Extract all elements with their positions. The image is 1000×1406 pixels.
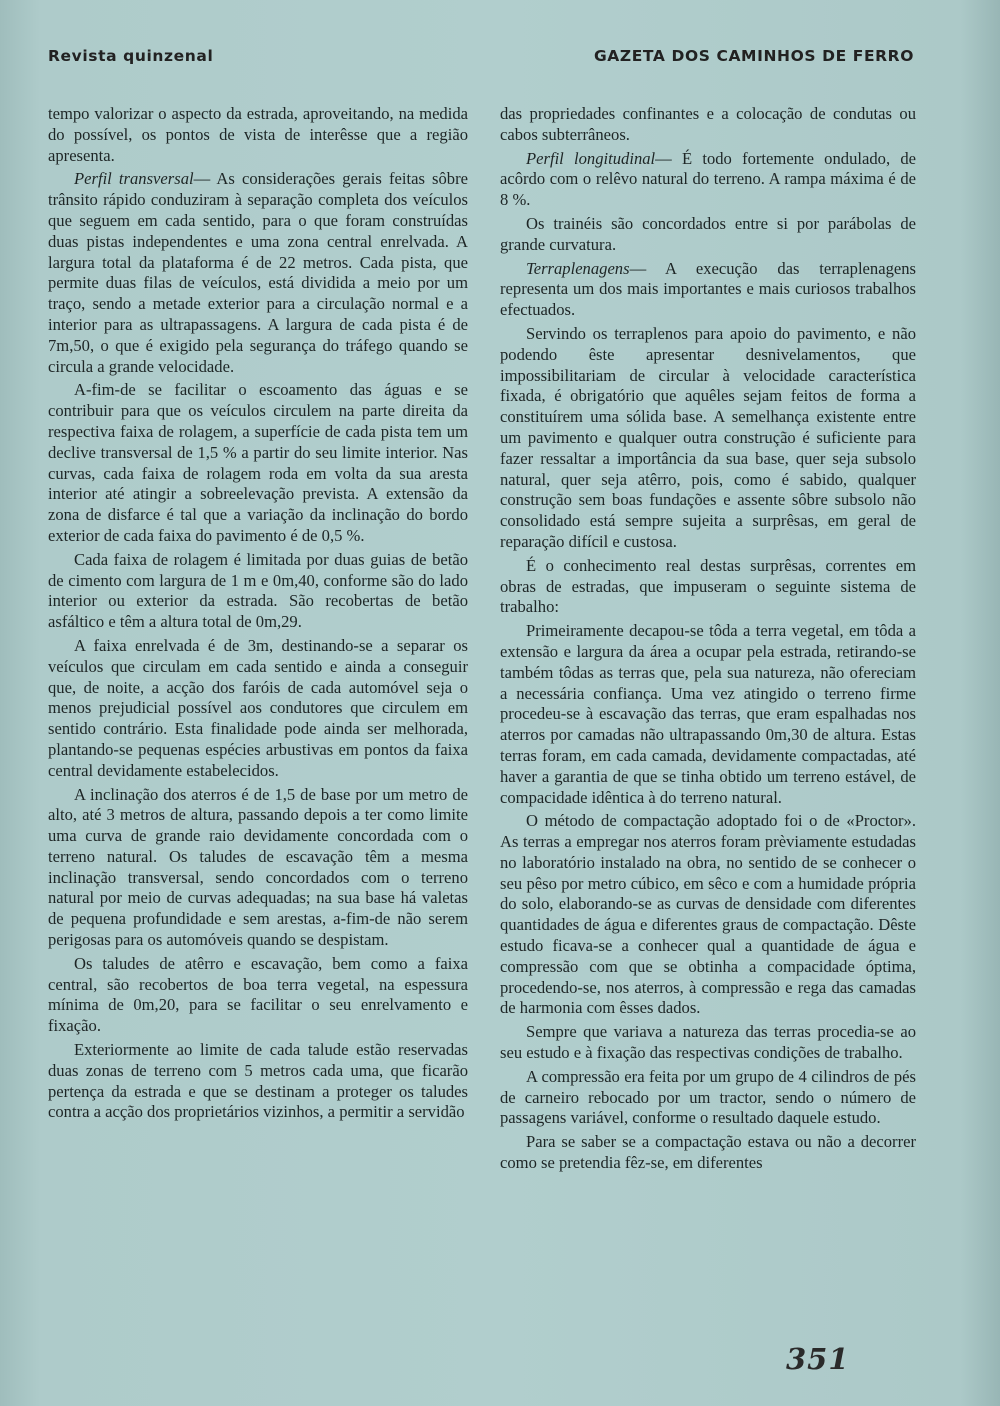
paragraph: Perfil transversal— As considerações gerais feitas sôbre trânsito rápido conduziram à separação completa dos veículos que seguem em cada sentido, para o que foram construídas duas pistas independentes e uma zona central enrelvada. A largura total da plataforma é de 22 metros. Cada pista, que permite duas filas de veículos, está dividida a meio por um traço, sendo a metade exterior para a circulação normal e a interior para as ultrapassagens. A largura de cada pista é de 7m,50, o que é exigido pela segurança do tráfego quando se circula a grande velocidade. [48, 169, 468, 376]
paragraph: Primeiramente decapou-se tôda a terra vegetal, em tôda a extensão e largura da área a ocupar pela estrada, retirando-se também tôdas as terras que, pela sua natureza, não ofereciam a necessária confiança. Uma vez atingido o terreno firme procedeu-se à escavação das terras, que eram espalhadas nos aterros por camadas não ultrapassando 0m,30 de altura. Estas terras foram, em cada camada, devidamente compactadas, até haver a garantia de que se tinha obtido um terreno estável, de compacidade idêntica à do terreno natural. [500, 621, 916, 807]
paragraph: É o conhecimento real destas surprêsas, correntes em obras de estradas, que impuseram o seguinte sistema de trabalho: [500, 555, 916, 617]
page-number: 351 [786, 1342, 850, 1376]
left-text-column [48, 104, 468, 1126]
paragraph: Cada faixa de rolagem é limitada por duas guias de betão de cimento com largura de 1 m e 0m,40, conforme são do lado interior ou exterior da estrada. São recobertas de betão asfáltico e têm a altura total de 0m,29. [48, 549, 468, 632]
paragraph: A-fim-de se facilitar o escoamento das águas e se contribuir para que os veículos circulem na parte direita da respectiva faixa de rolagem, a superfície de cada pista tem um declive transversal de 1,5 % a partir do seu limite interior. Nas curvas, cada faixa de rolagem roda em volta da sua aresta interior até atingir a sobreelevação prevista. A extensão da zona de disfarce é tal que a variação da inclinação do bordo exterior de cada faixa do pavimento é de 0,5 %. [48, 380, 468, 545]
right-text-column [500, 104, 916, 1177]
paragraph: Os taludes de atêrro e escavação, bem como a faixa central, são recobertos de boa terra vegetal, na espessura mínima de 0m,20, para se facilitar o seu enrelvamento e fixação. [48, 953, 468, 1036]
paragraph: Perfil longitudinal— É todo fortemente ondulado, de acôrdo com o relêvo natural do terreno. A rampa máxima é de 8 %. [500, 148, 916, 210]
paragraph: Os trainéis são concordados entre si por parábolas de grande curvatura. [500, 213, 916, 254]
running-header-left: Revista quinzenal [48, 47, 214, 65]
section-heading: Terraplenagens [526, 258, 630, 278]
paragraph: Para se saber se a compactação estava ou não a decorrer como se pretendia fêz-se, em diferentes [500, 1132, 916, 1173]
paragraph: O método de compactação adoptado foi o de «Proctor». As terras a empregar nos aterros foram prèviamente estudadas no laboratório instalado na obra, no sentido de se conhecer o seu pêso por metro cúbico, em sêco e com a humidade própria do solo, elaborando-se as curvas de densidade com diferentes quantidades de água e diferentes graus de compactação. Dêste estudo ficava-se a conhecer qual a quantidade de água e compressão com que se obtinha a compacidade óptima, procedendo-se, nos aterros, à compressão e rega das camadas de harmonia com êsses dados. [500, 811, 916, 1018]
paragraph: A inclinação dos aterros é de 1,5 de base por um metro de alto, até 3 metros de altura, passando depois a ter como limite uma curva de grande raio devidamente concordada com o terreno natural. Os taludes de escavação têm a mesma inclinação transversal, sendo concordados com o terreno natural por meio de curvas adequadas; na sua base há valetas de pequena profundidade e sem arestas, a-fim-de não serem perigosas para os automóveis quando se despistam. [48, 784, 468, 950]
section-heading: Perfil longitudinal [526, 148, 656, 168]
paragraph: Terraplenagens— A execução das terraplenagens representa um dos mais importantes e mais curiosos trabalhos efectuados. [500, 258, 916, 320]
paragraph: Servindo os terraplenos para apoio do pavimento, e não podendo êste apresentar desnivelamentos, que impossibilitariam de circular à velocidade característica fixada, é obrigatório que aquêles sejam feitos de forma a constituírem uma sólida base. A semelhança existente entre um pavimento e qualquer outra construção é suficiente para fazer ressaltar a importância da sua base, quer seja subsolo natural, quer seja atêrro, pois, como é sabido, qualquer construção sem boas fundações e assente sôbre subsolo não consolidado está sempre sujeita a surprêsas, em geral de reparação difícil e custosa. [500, 323, 916, 551]
running-header-right: GAZETA DOS CAMINHOS DE FERRO [593, 47, 914, 65]
paragraph: A faixa enrelvada é de 3m, destinando-se a separar os veículos que circulam em cada sentido e ainda a conseguir que, de noite, a acção dos faróis de cada automóvel seja o menos prejudicial possível aos condutores que circulem em sentido contrário. Esta finalidade pode ainda ser melhorada, plantando-se pequenas espécies arbustivas em pontos da faixa central devidamente estabelecidos. [48, 635, 468, 780]
paragraph: Exteriormente ao limite de cada talude estão reservadas duas zonas de terreno com 5 metros cada uma, que ficarão pertença da estrada e que se destinam a proteger os taludes contra a acção dos proprietários vizinhos, a permitir a servidão [48, 1040, 468, 1122]
paragraph: A compressão era feita por um grupo de 4 cilindros de pés de carneiro rebocado por um tractor, sendo o número de passagens variável, conforme o resultado daquele estudo. [500, 1066, 916, 1128]
paragraph: Sempre que variava a natureza das terras procedia-se ao seu estudo e à fixação das respectivas condições de trabalho. [500, 1022, 916, 1063]
section-heading: Perfil transversal [74, 169, 194, 189]
paragraph: tempo valorizar o aspecto da estrada, aproveitando, na medida do possível, os pontos de vista de interêsse que a região apresenta. [48, 104, 468, 165]
paragraph: das propriedades confinantes e a colocação de condutas ou cabos subterrâneos. [500, 104, 916, 144]
